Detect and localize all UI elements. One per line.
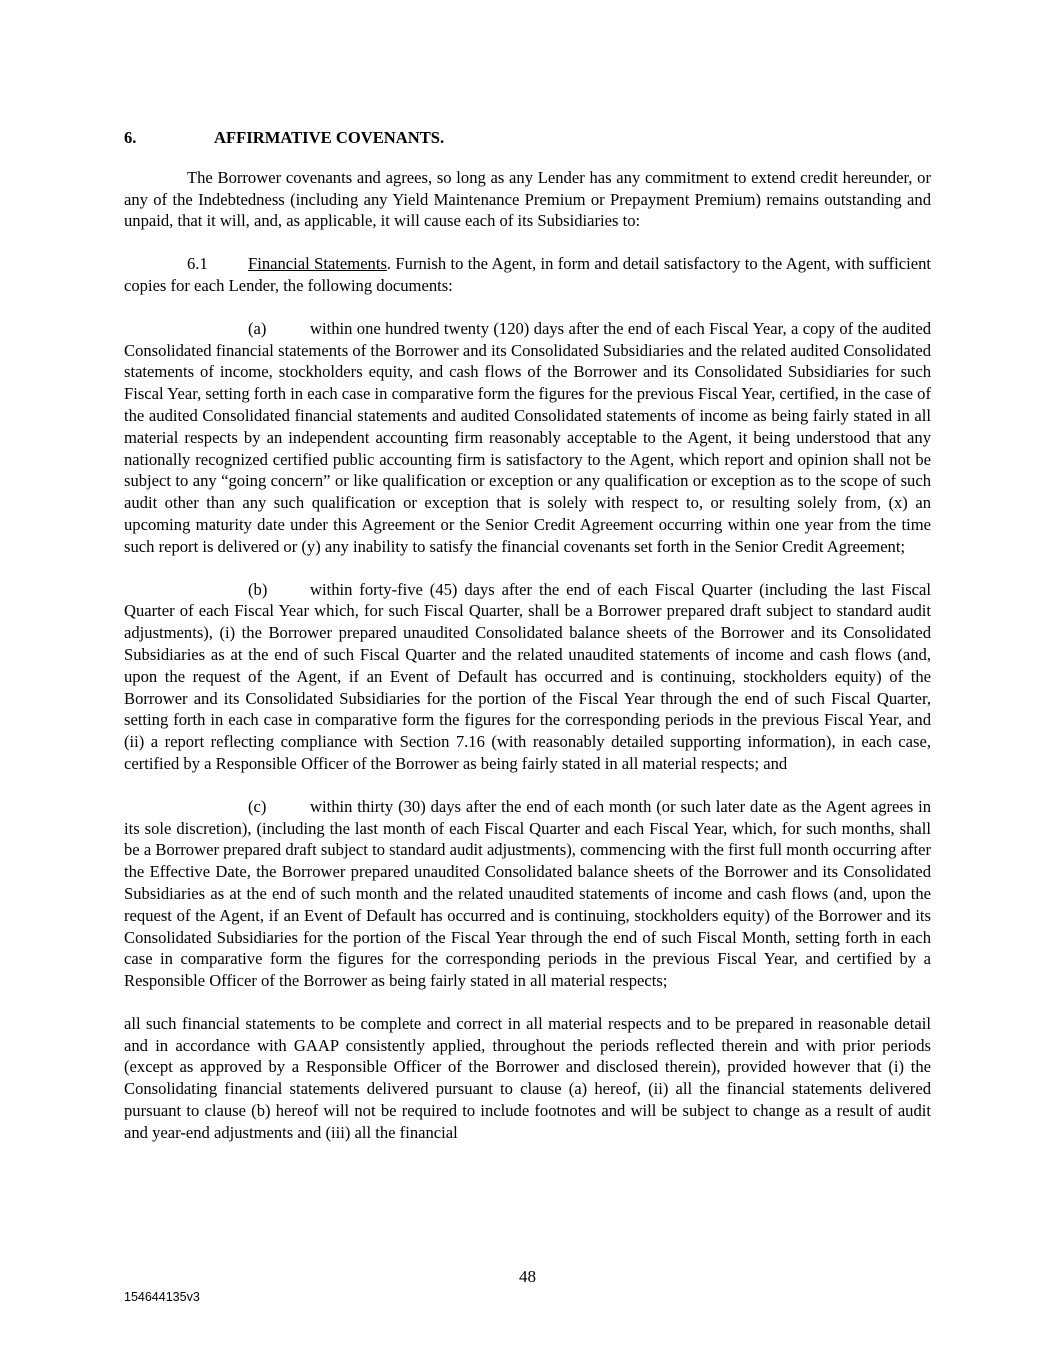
heading-number: 6. [124, 128, 137, 147]
subsection-text: . Furnish to the Agent, in form and detail satisfactory to the Agent, with sufficient copies for each Lender, the following documents: [124, 254, 931, 295]
intro-paragraph: The Borrower covenants and agrees, so long as any Lender has any commitment to extend credit hereunder, or any of the Indebtedness (including any Yield Maintenance Premium or Prepayment Premium) remains outstanding and unpaid, that it will, and, as applicable, it will cause each of its Subsidiaries to: [124, 167, 931, 231]
clause-b [124, 579, 931, 775]
clause-a [124, 318, 931, 558]
clause-label: (c) [248, 796, 267, 816]
document-body [124, 127, 931, 1144]
section-heading [124, 127, 931, 149]
heading-title: AFFIRMATIVE COVENANTS. [214, 128, 445, 147]
clause-text: within thirty (30) days after the end of each month (or such later date as the Agent agrees in its sole discretion), (including the last month of each Fiscal Quarter and each Fiscal Year, which, for such months, shall be a Borrower prepared draft subject to standard audit adjustments), commencing with the first full month occurring after the Effective Date, the Borrower prepared unaudited Consolidated balance sheets of the Borrower and its Consolidated Subsidiaries as at the end of such month and the related unaudited statements of income and cash flows (and, upon the request of the Agent, if an Event of Default has occurred and is continuing, stockholders equity) of the Borrower and its Consolidated Subsidiaries for the portion of the Fiscal Year through the end of such Fiscal Month, setting forth in each case in comparative form the figures for the corresponding periods in the previous Fiscal Year, and certified by a Responsible Officer of the Borrower as being fairly stated in all material respects; [124, 796, 931, 991]
subsection-6-1 [124, 253, 931, 297]
subsection-number: 6.1 [187, 254, 208, 274]
page-number: 48 [519, 1267, 536, 1286]
clause-c [124, 796, 931, 992]
clause-text: within forty-five (45) days after the end of each Fiscal Quarter (including the last Fiscal Quarter of each Fiscal Year which, for such Fiscal Quarter, shall be a Borrower prepared draft subject to standard audit adjustments), (i) the Borrower prepared unaudited Consolidated balance sheets of the Borrower and its Consolidated Subsidiaries as at the end of such Fiscal Quarter and the related unaudited statements of income and cash flows (and, upon the request of the Agent, if an Event of Default has occurred and is continuing, stockholders equity) of the Borrower and its Consolidated Subsidiaries for the portion of the Fiscal Year through the end of such Fiscal Quarter, setting forth in each case in comparative form the figures for the corresponding periods in the previous Fiscal Year, and (ii) a report reflecting compliance with Section 7.16 (with reasonably detailed supporting information), in each case, certified by a Responsible Officer of the Borrower as being fairly stated in all material respects; and [124, 579, 931, 773]
clause-label: (a) [248, 318, 267, 338]
trailing-paragraph: all such financial statements to be complete and correct in all material respects and to be prepared in reasonable detail and in accordance with GAAP consistently applied, throughout the periods reflected therein and with prior periods (except as approved by a Responsible Officer of the Borrower and disclosed therein), provided however that (i) the Consolidating financial statements delivered pursuant to clause (a) hereof, (ii) all the financial statements delivered pursuant to clause (b) hereof will not be required to include footnotes and will be subject to change as a result of audit and year-end adjustments and (iii) all the financial [124, 1013, 931, 1142]
subsection-title: Financial Statements [248, 254, 387, 274]
clause-text: within one hundred twenty (120) days after the end of each Fiscal Year, a copy of the audited Consolidated financial statements of the Borrower and its Consolidated Subsidiaries and the related audited Consolidated statements of income, stockholders equity, and cash flows of the Borrower and its Consolidated Subsidiaries for such Fiscal Year, setting forth in each case in comparative form the figures for the previous Fiscal Year, certified, in the case of the audited Consolidated financial statements and audited Consolidated statements of income as being fairly stated in all material respects by an independent accounting firm reasonably acceptable to the Agent, it being understood that any nationally recognized certified public accounting firm is satisfactory to the Agent, which report and opinion shall not be subject to any “going concern” or like qualification or exception or any qualification or exception as to the scope of such audit other than any such qualification or exception that is solely with respect to, or resulting solely from, (x) an upcoming maturity date under this Agreement or the Senior Credit Agreement occurring within one year from the time such report is delivered or (y) any inability to satisfy the financial covenants set forth in the Senior Credit Agreement; [124, 318, 931, 556]
clause-label: (b) [248, 579, 268, 599]
document-id: 154644135v3 [124, 1290, 200, 1304]
